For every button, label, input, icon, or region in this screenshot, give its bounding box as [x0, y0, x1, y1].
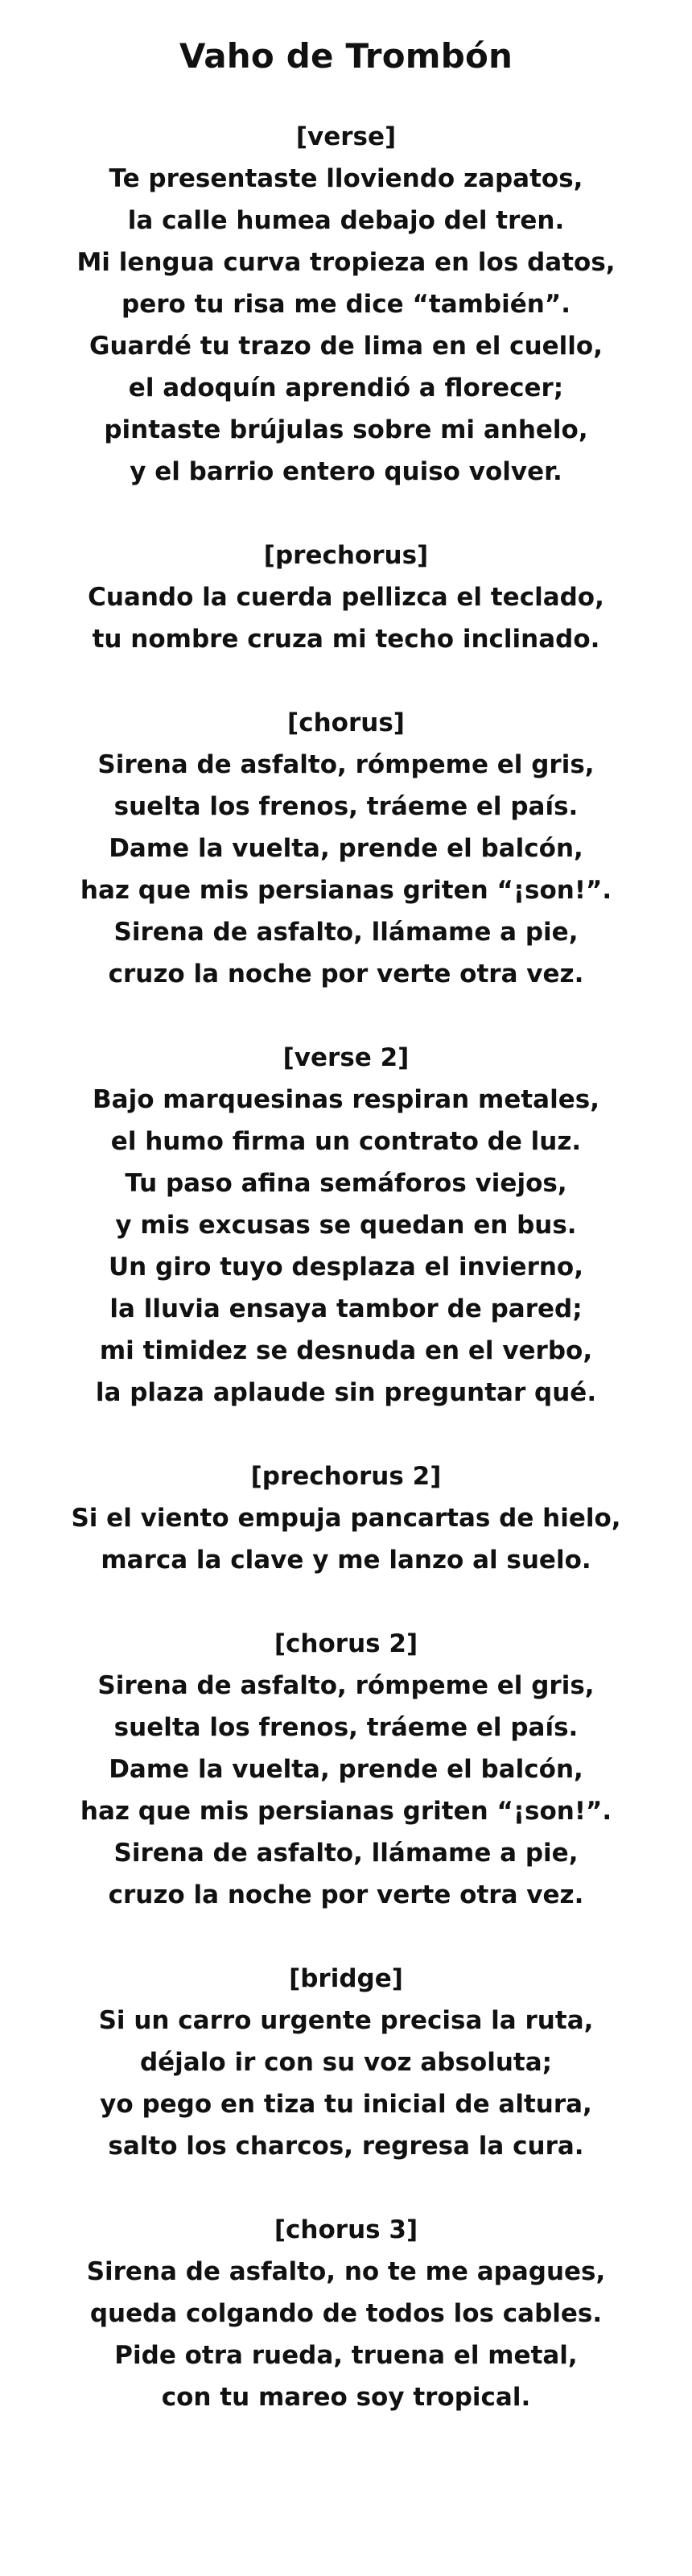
- lyric-line: Sirena de asfalto, no te me apagues,: [86, 2257, 606, 2286]
- lyric-line: yo pego en tiza tu inicial de altura,: [100, 2090, 592, 2119]
- lyric-line: Mi lengua curva tropieza en los datos,: [76, 248, 616, 277]
- lyric-line: Tu paso afina semáforos viejos,: [125, 1169, 567, 1198]
- lyric-line: tu nombre cruza mi techo inclinado.: [92, 625, 600, 654]
- lyric-line: el humo firma un contrato de luz.: [110, 1127, 582, 1156]
- lyric-line: pero tu risa me dice “también”.: [122, 290, 570, 319]
- lyric-line: mi timidez se desnuda en el verbo,: [99, 1336, 593, 1365]
- lyrics-section: [0, 535, 692, 660]
- lyric-line: con tu mareo soy tropical.: [161, 2383, 531, 2412]
- lyric-line: cruzo la noche por verte otra vez.: [108, 960, 584, 989]
- lyric-line: Sirena de asfalto, rómpeme el gris,: [97, 1671, 595, 1700]
- lyric-line: la lluvia ensaya tambor de pared;: [109, 1294, 583, 1323]
- song-title: Vaho de Trombón: [179, 36, 513, 76]
- lyrics-section: [0, 1455, 692, 1581]
- lyric-line: Sirena de asfalto, rómpeme el gris,: [97, 750, 595, 779]
- section-label: [bridge]: [289, 1964, 403, 1993]
- lyric-line: la plaza aplaude sin preguntar qué.: [95, 1378, 597, 1407]
- lyrics-sections: [0, 116, 692, 2418]
- lyric-line: y el barrio entero quiso volver.: [130, 457, 562, 486]
- lyric-line: Sirena de asfalto, llámame a pie,: [113, 918, 579, 947]
- section-label: [prechorus]: [263, 541, 429, 570]
- lyrics-section: [0, 116, 692, 493]
- lyric-line: Guardé tu trazo de lima en el cuello,: [89, 332, 603, 361]
- lyric-line: suelta los frenos, tráeme el país.: [113, 792, 579, 821]
- lyrics-section: [0, 2209, 692, 2418]
- section-label: [verse]: [295, 122, 397, 151]
- lyric-line: Dame la vuelta, prende el balcón,: [109, 834, 583, 863]
- lyrics-section: [0, 1623, 692, 1916]
- lyrics-section: [0, 1037, 692, 1414]
- lyric-line: Pide otra rueda, truena el metal,: [114, 2341, 578, 2370]
- lyric-line: Sirena de asfalto, llámame a pie,: [113, 1839, 579, 1868]
- lyric-line: el adoquín aprendió a florecer;: [128, 374, 564, 402]
- lyric-line: Un giro tuyo desplaza el invierno,: [109, 1253, 583, 1282]
- lyric-line: Dame la vuelta, prende el balcón,: [109, 1755, 583, 1784]
- lyric-line: cruzo la noche por verte otra vez.: [108, 1880, 584, 1909]
- lyric-line: Si el viento empuja pancartas de hielo,: [71, 1504, 621, 1533]
- section-label: [verse 2]: [282, 1043, 410, 1072]
- lyric-line: pintaste brújulas sobre mi anhelo,: [104, 415, 588, 444]
- section-label: [chorus 3]: [274, 2215, 418, 2244]
- lyric-line: haz que mis persianas griten “¡son!”.: [80, 1797, 612, 1826]
- lyric-line: haz que mis persianas griten “¡son!”.: [80, 876, 612, 905]
- lyric-line: salto los charcos, regresa la cura.: [108, 2132, 584, 2161]
- lyric-line: suelta los frenos, tráeme el país.: [113, 1713, 579, 1742]
- lyric-line: y mis excusas se quedan en bus.: [115, 1211, 577, 1240]
- section-label: [prechorus 2]: [250, 1462, 442, 1491]
- lyric-line: déjalo ir con su voz absoluta;: [139, 2048, 553, 2077]
- lyrics-section: [0, 702, 692, 995]
- section-label: [chorus 2]: [274, 1629, 418, 1658]
- lyric-line: Si un carro urgente precisa la ruta,: [98, 2006, 594, 2035]
- lyric-line: la calle humea debajo del tren.: [127, 206, 565, 235]
- lyric-line: Cuando la cuerda pellizca el teclado,: [88, 583, 604, 612]
- lyric-line: Te presentaste lloviendo zapatos,: [109, 164, 583, 193]
- lyric-line: queda colgando de todos los cables.: [89, 2299, 603, 2328]
- lyric-line: marca la clave y me lanzo al suelo.: [101, 1546, 591, 1575]
- lyrics-section: [0, 1958, 692, 2167]
- section-label: [chorus]: [287, 708, 405, 737]
- lyric-line: Bajo marquesinas respiran metales,: [93, 1085, 599, 1114]
